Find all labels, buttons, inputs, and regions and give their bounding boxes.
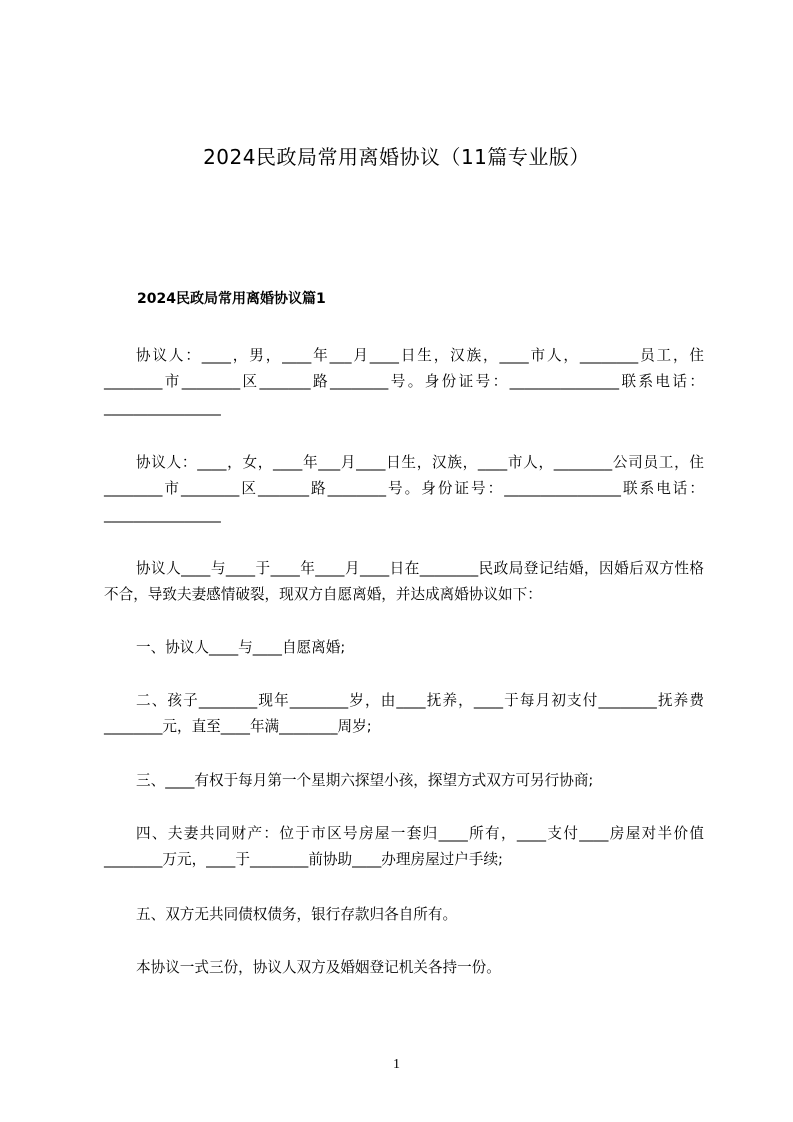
paragraph-copies: 本协议一式三份，协议人双方及婚姻登记机关各持一份。 [136,959,501,976]
page-number: 1 [393,1057,400,1072]
section-heading: 2024民政局常用离婚协议篇1 [137,291,326,307]
paragraph-clause-1: 一、协议人____与____自愿离婚; [136,639,346,656]
paragraph-clause-5: 五、双方无共同债权债务，银行存款归各自所有。 [136,906,458,923]
paragraph-party-female: 协议人：____，女，____年___月____日生，汉族，____市人，________公司员工，住________市________区_______路________号。身份证号：________________联系电话：________________ [104,454,704,523]
paragraph-clause-2: 二、孩子________现年________岁，由____抚养，____于每月初支付________抚养费________元，直至____年满________周岁; [104,692,704,735]
paragraph-party-male: 协议人：____，男，____年___月____日生，汉族，____市人，________员工，住________市________区_______路________号。身份证号：_______________联系电话：________________ [104,347,704,416]
paragraph-clause-3: 三、____有权于每月第一个星期六探望小孩，探望方式双方可另行协商; [136,772,594,789]
paragraph-clause-4: 四、夫妻共同财产：位于市区号房屋一套归____所有，____支付____房屋对半价值________万元，____于________前协助____办理房屋过户手续; [104,825,704,868]
paragraph-marriage-info: 协议人____与____于____年____月____日在________民政局登记结婚，因婚后双方性格不合，导致夫妻感情破裂，现双方自愿离婚，并达成离婚协议如下： [104,560,704,603]
document-title: 2024民政局常用离婚协议（11篇专业版） [203,145,590,169]
